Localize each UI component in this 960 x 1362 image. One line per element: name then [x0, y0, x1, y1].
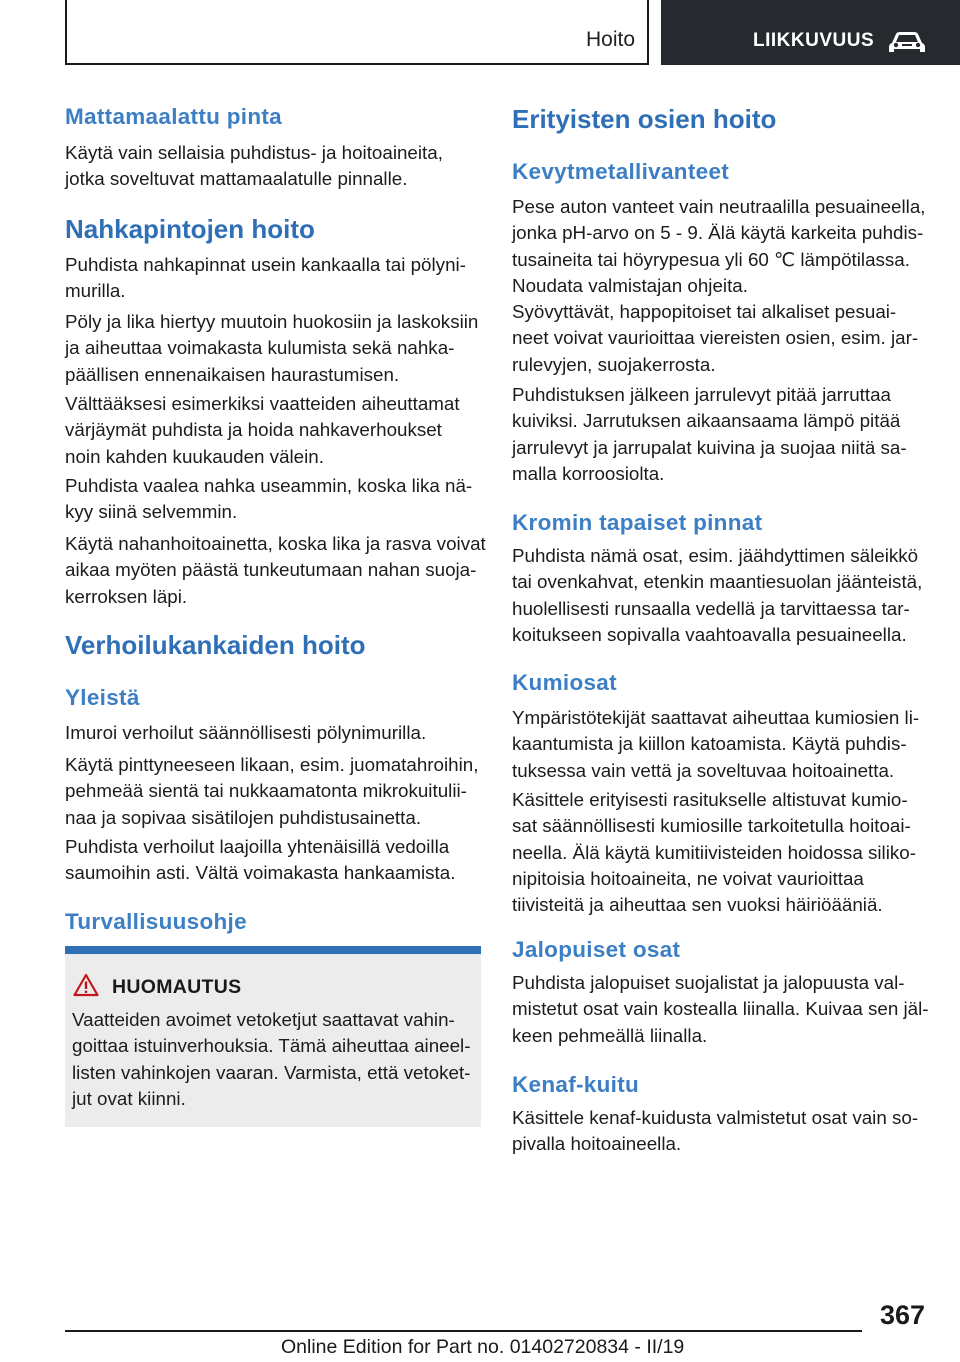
- heading-mattamaalattu: Mattamaalattu pinta: [65, 104, 282, 129]
- warning-triangle-icon: [73, 973, 99, 997]
- heading-verhoilukankaiden-hoito: Verhoilukankaiden hoito: [65, 630, 366, 660]
- paragraph-kevyt-1: Pese auton vanteet vain neutraalilla pesuaineella, jonka pH-arvo on 5 - 9. Älä käytä karkeita puhdis‐ tusaineita tai höyrypesua yli 60 ℃ lämpötilassa. Noudata valmistajan ohjeita.: [512, 196, 926, 296]
- page-number: 367: [880, 1300, 926, 1330]
- heading-kumiosat: Kumiosat: [512, 670, 617, 695]
- paragraph-mattamaalattu: Käytä vain sellaisia puhdistus- ja hoitoaineita, jotka soveltuvat mattamaalatulle pinnalle.: [65, 142, 443, 190]
- paragraph-kevyt-3: Puhdistuksen jälkeen jarrulevyt pitää jarruttaa kuiviksi. Jarrutuksen aikaansaama lämpö pitää jarrulevyt ja jarrupalat kuivina ja suojaa niitä sa‐ malla korroosiolta.: [512, 384, 907, 484]
- heading-turvallisuusohje: Turvallisuusohje: [65, 909, 247, 934]
- paragraph-nahka-3: Välttääksesi esimerkiksi vaatteiden aiheuttamat värjäymät puhdista ja hoida nahkaverhoukset noin kahden kuukauden välein.: [65, 393, 460, 467]
- heading-nahkapintojen-hoito: Nahkapintojen hoito: [65, 214, 315, 244]
- car-icon: [888, 29, 926, 55]
- heading-erityisten-osien-hoito: Erityisten osien hoito: [512, 104, 777, 134]
- warning-box: [65, 946, 481, 1127]
- paragraph-nahka-4: Puhdista vaalea nahka useammin, koska lika nä‐ kyy siinä selvemmin.: [65, 475, 473, 523]
- paragraph-kromi-1: Puhdista nämä osat, esim. jäähdyttimen säleikkö tai ovenkahvat, etenkin maantiesuolan jäänteistä, huolellisesti runsaalla vedellä ja tarvittaessa tar‐ koitukseen sopivalla vaahtoavalla pesuaineella.: [512, 545, 923, 645]
- header-chapter-title: LIIKKUVUUS: [753, 30, 875, 51]
- paragraph-yleista-1: Imuroi verhoilut säännöllisesti pölynimurilla.: [65, 722, 427, 743]
- heading-kevytmetallivanteet: Kevytmetallivanteet: [512, 159, 730, 184]
- heading-kenaf-kuitu: Kenaf-kuitu: [512, 1072, 640, 1097]
- warning-bar: [65, 946, 481, 954]
- paragraph-kumi-1: Ympäristötekijät saattavat aiheuttaa kumiosien li‐ kaantumista ja kiillon katoamista. Käytä puhdis‐ tuksessa vain vettä ja soveltuvaa hoitoainetta.: [512, 707, 920, 781]
- warning-text: Vaatteiden avoimet vetoketjut saattavat vahin‐ goittaa istuinverhouksia. Tämä aiheuttaa aineel‐ listen vahinkojen vaaran. Varmista, että vetoket‐ jut ovat kiinni.: [72, 1009, 471, 1109]
- warning-title: HUOMAUTUS: [112, 976, 242, 998]
- footer-divider: [65, 1330, 862, 1332]
- heading-jalopuiset-osat: Jalopuiset osat: [512, 937, 681, 962]
- paragraph-kevyt-2: Syövyttävät, happopitoiset tai alkaliset pesuai‐ neet voivat vaurioittaa viereisten osien, esim. jar‐ rulevyjen, suojakerrosta.: [512, 301, 919, 375]
- paragraph-nahka-1: Puhdista nahkapinnat usein kankaalla tai pölyni‐ murilla.: [65, 254, 466, 302]
- paragraph-kumi-2: Käsittele erityisesti rasitukselle altistuvat kumio‐ sat säännöllisesti kumiosille tarkoitetulla hoitoai‐ neella. Älä käytä kumitiivisteiden hoidossa siliko‐ nipitoisia hoitoaineita, ne voivat vaurioittaa tiivisteitä ja aiheuttaa sen vuoksi häiriöääniä.: [512, 789, 916, 916]
- header-chapter-box: [661, 0, 960, 65]
- header-section-box: [65, 0, 649, 65]
- paragraph-nahka-2: Pöly ja lika hiertyy muutoin huokosiin ja laskoksiin ja aiheuttaa voimakasta kulumista sekä nahka‐ päällisen ennenaikaisen haurastumisen.: [65, 311, 479, 385]
- header-section-title: Hoito: [585, 28, 635, 51]
- paragraph-nahka-5: Käytä nahanhoitoainetta, koska lika ja rasva voivat aikaa myöten päästä tunkeutumaan nahan suoja‐ kerroksen läpi.: [65, 533, 486, 607]
- heading-yleista: Yleistä: [65, 685, 140, 710]
- footer-edition-text: Online Edition for Part no. 01402720834 - II/19: [281, 1336, 685, 1358]
- paragraph-kenaf-1: Käsittele kenaf-kuidusta valmistetut osat vain so‐ pivalla hoitoaineella.: [512, 1107, 919, 1155]
- paragraph-jalo-1: Puhdista jalopuiset suojalistat ja jalopuusta val‐ mistetut osat vain kostealla liinalla. Kuivaa sen jäl‐ keen pehmeällä liinalla.: [512, 972, 929, 1046]
- heading-kromin-tapaiset-pinnat: Kromin tapaiset pinnat: [512, 510, 763, 535]
- paragraph-yleista-2: Käytä pinttyneeseen likaan, esim. juomatahroihin, pehmeää sientä tai nukkaamatonta mikrokuitulii‐ naa ja sopivaa sisätilojen puhdistusainetta.: [65, 754, 479, 828]
- paragraph-yleista-3: Puhdista verhoilut laajoilla yhtenäisillä vedoilla saumoihin asti. Vältä voimakasta hankaamista.: [65, 836, 456, 884]
